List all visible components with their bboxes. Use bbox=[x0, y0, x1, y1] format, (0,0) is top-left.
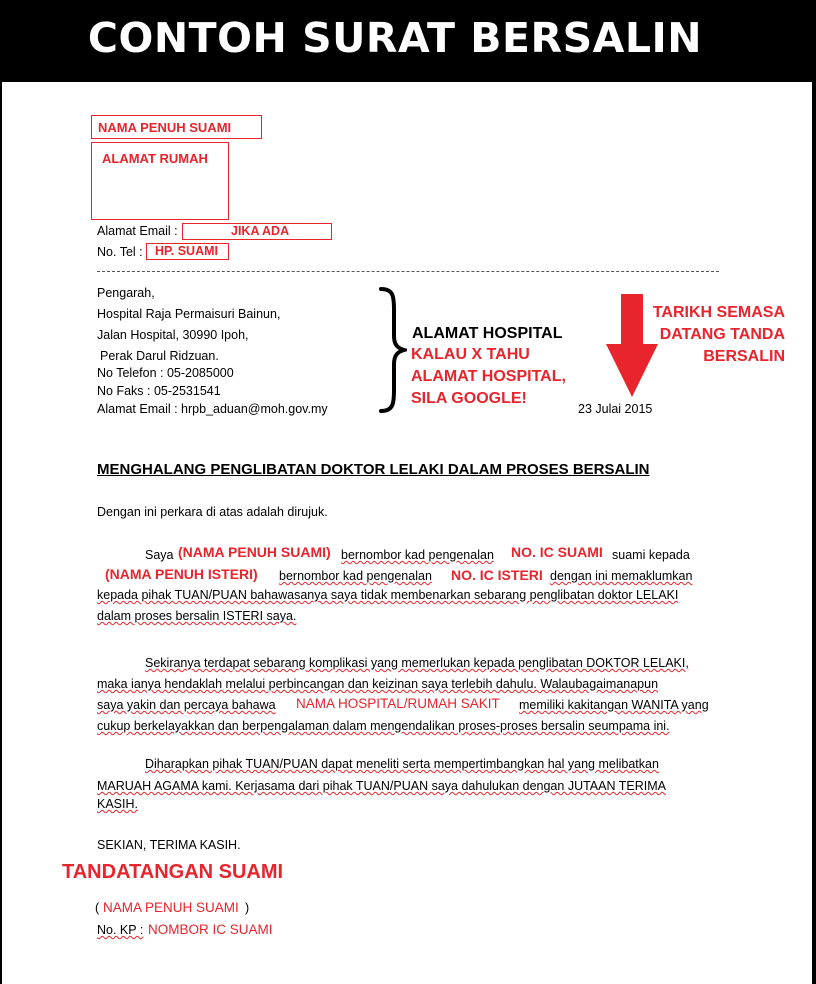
hospital-google-note bbox=[411, 344, 566, 410]
closing: SEKIAN, TERIMA KASIH. bbox=[97, 838, 241, 852]
home-address-placeholder: ALAMAT RUMAH bbox=[102, 151, 208, 166]
date-note bbox=[640, 302, 785, 368]
letter-subject: MENGHALANG PENGLIBATAN DOKTOR LELAKI DALAM PROSES BERSALIN bbox=[97, 461, 650, 478]
para3-line3: KASIH. bbox=[97, 797, 138, 811]
recipient-line: No Telefon : 05-2085000 bbox=[97, 366, 234, 380]
letter-date: 23 Julai 2015 bbox=[578, 402, 653, 416]
para1-bernombor: bernombor kad pengenalan bbox=[341, 548, 494, 562]
date-note-line: TARIKH SEMASA bbox=[652, 304, 785, 321]
para3-line1: Diharapkan pihak TUAN/PUAN dapat meneliti serta mempertimbangkan hal yang melibatkan bbox=[145, 757, 659, 771]
para1-suami-kepada: suami kepada bbox=[612, 548, 690, 562]
recipient-line: Perak Darul Ridzuan. bbox=[100, 349, 219, 363]
tel-box bbox=[146, 243, 229, 260]
kp-label: No. KP : bbox=[97, 923, 144, 937]
email-placeholder: JIKA ADA bbox=[231, 224, 290, 238]
recipient-line: Jalan Hospital, 30990 Ipoh, bbox=[97, 328, 249, 342]
date-note-line: BERSALIN bbox=[703, 348, 785, 365]
para1-line4: dalam proses bersalin ISTERI saya. bbox=[97, 609, 297, 623]
hospital-note-line: KALAU X TAHU bbox=[411, 346, 530, 363]
home-address-box bbox=[91, 142, 229, 220]
title-banner bbox=[0, 0, 816, 82]
curly-brace-icon bbox=[377, 286, 407, 414]
recipient-line: No Faks : 05-2531541 bbox=[97, 384, 221, 398]
para2-line2: maka ianya hendaklah melalui perbincangan dan keizinan saya terlebih dahulu. Walaubagaimanapun bbox=[97, 677, 659, 691]
email-label: Alamat Email : bbox=[97, 224, 178, 238]
page-border-right bbox=[812, 82, 816, 984]
para1-saya: Saya bbox=[145, 548, 174, 562]
page-border-left bbox=[0, 82, 2, 984]
hospital-note-line: ALAMAT HOSPITAL, bbox=[411, 368, 566, 385]
recipient-line: Pengarah, bbox=[97, 286, 155, 300]
hospital-address-label: ALAMAT HOSPITAL bbox=[412, 325, 563, 342]
para1-wife-ic: NO. IC ISTERI bbox=[451, 567, 543, 583]
para1-dengan-ini: dengan ini memaklumkan bbox=[550, 569, 693, 583]
date-note-line: DATANG TANDA bbox=[659, 326, 785, 343]
signature-close-paren: ) bbox=[245, 901, 250, 915]
reference-line: Dengan ini perkara di atas adalah dirujuk. bbox=[97, 505, 328, 519]
recipient-line: Alamat Email : hrpb_aduan@moh.gov.my bbox=[97, 402, 328, 416]
para1-husband-ic: NO. IC SUAMI bbox=[511, 544, 603, 560]
hospital-note-line: SILA GOOGLE! bbox=[411, 390, 527, 407]
signature-name: NAMA PENUH SUAMI bbox=[103, 900, 239, 915]
para2-hospital-name: NAMA HOSPITAL/RUMAH SAKIT bbox=[296, 696, 500, 711]
kp-value: NOMBOR IC SUAMI bbox=[148, 922, 273, 937]
page-title: CONTOH SURAT BERSALIN bbox=[87, 14, 703, 62]
email-box bbox=[182, 223, 332, 240]
recipient-line: Hospital Raja Permaisuri Bainun, bbox=[97, 307, 281, 321]
signature-label: TANDATANGAN SUAMI bbox=[62, 861, 284, 883]
para2-line3-end: memiliki kakitangan WANITA yang bbox=[519, 698, 709, 712]
para1-line3: kepada pihak TUAN/PUAN bahawasanya saya tidak membenarkan sebarang penglibatan doktor LELAKI bbox=[97, 588, 679, 602]
para1-husband-name: (NAMA PENUH SUAMI) bbox=[178, 544, 331, 560]
husband-name-placeholder: NAMA PENUH SUAMI bbox=[98, 120, 232, 135]
tel-label: No. Tel : bbox=[97, 245, 143, 259]
para1-bernombor-2: bernombor kad pengenalan bbox=[279, 569, 432, 583]
signature-open-paren: ( bbox=[95, 901, 100, 915]
para3-line2: MARUAH AGAMA kami. Kerjasama dari pihak TUAN/PUAN saya dahulukan dengan JUTAAN TERIMA bbox=[97, 779, 666, 793]
para2-line4: cukup berkelayakkan dan berpengalaman dalam mengendalikan proses-proses bersalin seumpama ini. bbox=[97, 719, 670, 733]
para2-line1: Sekiranya terdapat sebarang komplikasi yang memerlukan kepada penglibatan DOKTOR LELAKI, bbox=[145, 656, 689, 670]
separator-line bbox=[97, 271, 719, 272]
tel-placeholder: HP. SUAMI bbox=[155, 244, 218, 258]
para2-line3-start: saya yakin dan percaya bahawa bbox=[97, 698, 276, 712]
husband-name-box bbox=[91, 115, 262, 139]
para1-wife-name: (NAMA PENUH ISTERI) bbox=[105, 566, 258, 582]
